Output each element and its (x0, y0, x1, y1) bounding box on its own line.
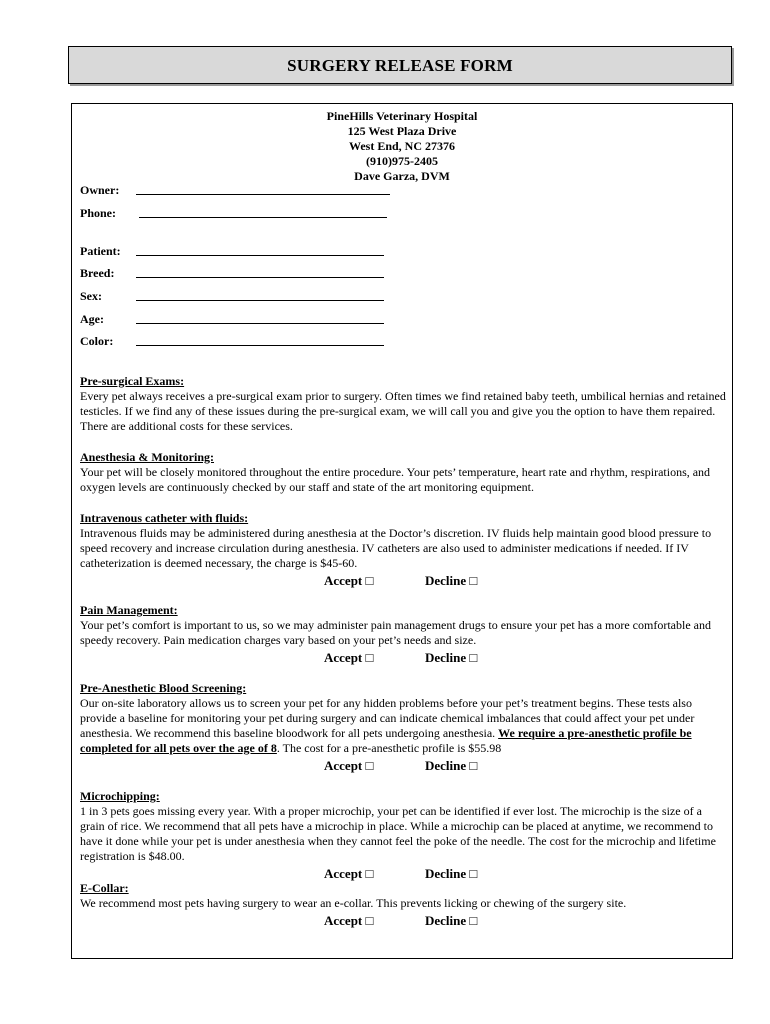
ecollar-title: E-Collar: (80, 881, 129, 895)
hospital-header (72, 109, 732, 184)
microchip-title: Microchipping: (80, 789, 160, 803)
microchip-decline-checkbox[interactable]: Decline □ (425, 866, 478, 881)
anesthesia-title: Anesthesia & Monitoring: (80, 450, 214, 464)
blood-body-1: Our on-site laboratory allows us to screen your pet for any hidden problems before your pet’s treatment begins. These tests also provide a baseline for monitoring your pet during surgery and can indicate chemical imbalances that could affect your pet under anesthesia. We recommend this baseline bloodwork for all pets undergoing anesthesia. (80, 696, 695, 740)
owner-field[interactable] (136, 194, 390, 195)
presurgical-section (80, 374, 728, 434)
hospital-address-2: West End, NC 27376 (348, 139, 455, 153)
blood-title: Pre-Anesthetic Blood Screening: (80, 681, 247, 695)
iv-accept-checkbox[interactable]: Accept □ (324, 573, 374, 588)
breed-field[interactable] (136, 277, 384, 278)
microchip-section (80, 789, 728, 864)
presurgical-title: Pre-surgical Exams: (80, 374, 185, 388)
age-field[interactable] (136, 323, 384, 324)
form-title: SURGERY RELEASE FORM (287, 56, 513, 75)
owner-label: Owner: (80, 183, 120, 197)
blood-section (80, 681, 728, 756)
iv-body: Intravenous fluids may be administered during anesthesia at the Doctor’s discretion. IV fluids help maintain good blood pressure to speed recovery and increase circulation during anesthesia. IV catheters are also used to administer medications if needed. If IV catheterization is deemed necessary, the charge is $45-60. (80, 526, 712, 570)
hospital-phone: (910)975-2405 (366, 154, 438, 168)
blood-decline-checkbox[interactable]: Decline □ (425, 758, 478, 773)
phone-field[interactable] (139, 217, 387, 218)
iv-decline-checkbox[interactable]: Decline □ (425, 573, 478, 588)
iv-section (80, 511, 728, 571)
form-body (71, 103, 733, 959)
microchip-accept-checkbox[interactable]: Accept □ (324, 866, 374, 881)
age-label: Age: (80, 312, 104, 326)
ecollar-accept-checkbox[interactable]: Accept □ (324, 913, 374, 928)
pain-title: Pain Management: (80, 603, 178, 617)
hospital-address-1: 125 West Plaza Drive (347, 124, 457, 138)
pain-body: Your pet’s comfort is important to us, so we may administer pain management drugs to ensure your pet has a more comfortable and speedy recovery. Pain medication charges vary based on your pet’s needs and size. (80, 618, 711, 647)
form-title-box (68, 46, 732, 84)
color-field[interactable] (136, 345, 384, 346)
breed-label: Breed: (80, 266, 115, 280)
hospital-doctor: Dave Garza, DVM (354, 169, 450, 183)
pain-decline-checkbox[interactable]: Decline □ (425, 650, 478, 665)
ecollar-decline-checkbox[interactable]: Decline □ (425, 913, 478, 928)
pain-accept-checkbox[interactable]: Accept □ (324, 650, 374, 665)
hospital-name: PineHills Veterinary Hospital (326, 109, 478, 123)
ecollar-section (80, 881, 728, 911)
pain-section (80, 603, 728, 648)
patient-label: Patient: (80, 244, 121, 258)
patient-field[interactable] (136, 255, 384, 256)
sex-field[interactable] (136, 300, 384, 301)
blood-body-2: . The cost for a pre-anesthetic profile is $55.98 (276, 741, 502, 755)
phone-label: Phone: (80, 206, 116, 220)
ecollar-body: We recommend most pets having surgery to wear an e-collar. This prevents licking or chewing of the surgery site. (80, 896, 627, 910)
color-label: Color: (80, 334, 114, 348)
iv-title: Intravenous catheter with fluids: (80, 511, 249, 525)
anesthesia-section (80, 450, 728, 495)
presurgical-body: Every pet always receives a pre-surgical exam prior to surgery. Often times we find retained baby teeth, umbilical hernias and retained testicles. If we find any of these issues during the pre-surgical exam, we will call you and give you the option to have them repaired. There are additional costs for these services. (80, 389, 726, 433)
blood-requirement: We require a pre-anesthetic profile be completed for all pets over the age of 8 (80, 726, 692, 755)
blood-accept-checkbox[interactable]: Accept □ (324, 758, 374, 773)
blood-body (80, 696, 728, 756)
microchip-body: 1 in 3 pets goes missing every year. With a proper microchip, your pet can be identified if ever lost. The microchip is the size of a grain of rice. We recommend that all pets have a microchip in place. While a microchip can be placed at anytime, we recommend to have it done while your pet is under anesthesia when they cannot feel the poke of the needle. The cost for the microchip and lifetime registration is $48.00. (80, 804, 716, 863)
sex-label: Sex: (80, 289, 102, 303)
anesthesia-body: Your pet will be closely monitored throughout the entire procedure. Your pets’ temperature, heart rate and rhythm, respirations, and oxygen levels are continuously checked by our staff and state of the art monitoring equipment. (80, 465, 711, 494)
